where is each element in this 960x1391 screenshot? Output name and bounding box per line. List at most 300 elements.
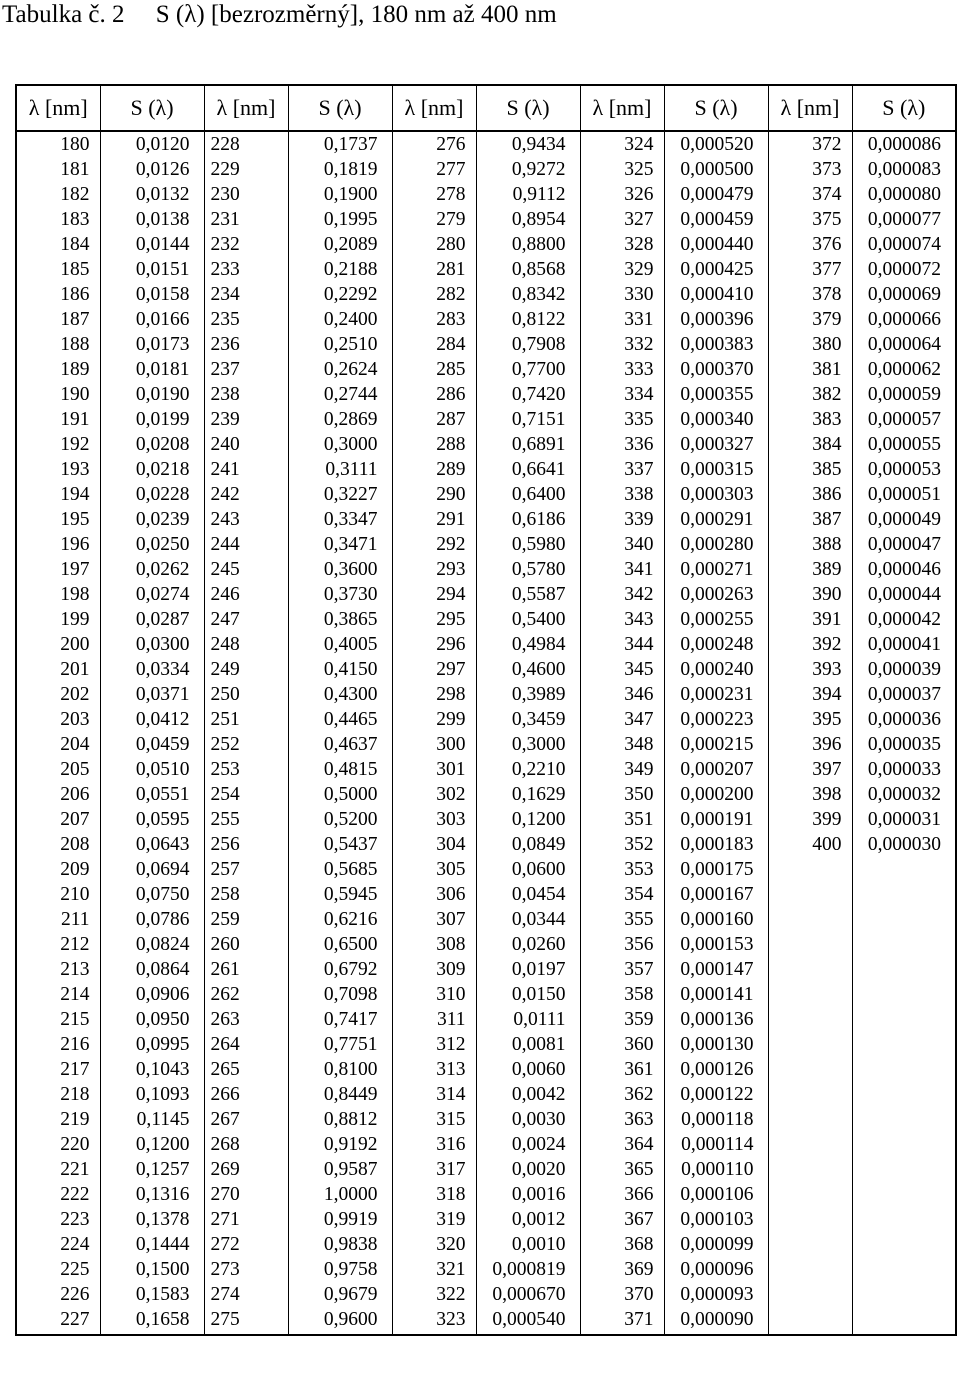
s-lambda-cell: [852, 882, 956, 907]
table-row: [16, 1257, 956, 1282]
wavelength-cell: 397: [768, 757, 852, 782]
wavelength-cell: 242: [204, 482, 288, 507]
s-lambda-cell: 0,5400: [476, 607, 580, 632]
s-lambda-cell: 0,000327: [664, 432, 768, 457]
s-lambda-cell: 0,0459: [100, 732, 204, 757]
s-lambda-cell: 0,000240: [664, 657, 768, 682]
header-row: [16, 85, 956, 131]
wavelength-cell: 186: [16, 282, 100, 307]
wavelength-cell: 211: [16, 907, 100, 932]
wavelength-cell: 201: [16, 657, 100, 682]
wavelength-cell: 297: [392, 657, 476, 682]
s-lambda-cell: 0,0166: [100, 307, 204, 332]
s-lambda-cell: 0,7417: [288, 1007, 392, 1032]
s-lambda-cell: 0,000122: [664, 1082, 768, 1107]
wavelength-cell: [768, 1132, 852, 1157]
table-row: [16, 882, 956, 907]
wavelength-cell: 234: [204, 282, 288, 307]
wavelength-cell: 243: [204, 507, 288, 532]
wavelength-cell: 203: [16, 707, 100, 732]
s-lambda-cell: 0,8954: [476, 207, 580, 232]
wavelength-cell: 237: [204, 357, 288, 382]
wavelength-cell: 357: [580, 957, 664, 982]
s-lambda-cell: 0,7700: [476, 357, 580, 382]
wavelength-cell: [768, 1207, 852, 1232]
s-lambda-cell: 1,0000: [288, 1182, 392, 1207]
table-row: [16, 1082, 956, 1107]
s-lambda-cell: 0,3730: [288, 582, 392, 607]
s-lambda-cell: 0,3227: [288, 482, 392, 507]
wavelength-cell: 307: [392, 907, 476, 932]
wavelength-cell: 257: [204, 857, 288, 882]
s-lambda-cell: 0,0250: [100, 532, 204, 557]
wavelength-cell: 269: [204, 1157, 288, 1182]
s-lambda-cell: 0,0144: [100, 232, 204, 257]
wavelength-cell: 193: [16, 457, 100, 482]
wavelength-cell: 337: [580, 457, 664, 482]
s-lambda-cell: 0,3865: [288, 607, 392, 632]
s-lambda-cell: [852, 1232, 956, 1257]
wavelength-cell: 378: [768, 282, 852, 307]
s-lambda-cell: 0,000540: [476, 1307, 580, 1335]
wavelength-cell: 303: [392, 807, 476, 832]
s-lambda-cell: [852, 1257, 956, 1282]
table-row: [16, 1157, 956, 1182]
s-lambda-cell: 0,000047: [852, 532, 956, 557]
s-lambda-cell: 0,2089: [288, 232, 392, 257]
wavelength-cell: [768, 1232, 852, 1257]
table-row: [16, 907, 956, 932]
wavelength-cell: 184: [16, 232, 100, 257]
s-lambda-cell: 0,000037: [852, 682, 956, 707]
s-lambda-cell: 0,000141: [664, 982, 768, 1007]
s-lambda-cell: 0,8812: [288, 1107, 392, 1132]
wavelength-cell: 207: [16, 807, 100, 832]
table-row: [16, 707, 956, 732]
wavelength-cell: 322: [392, 1282, 476, 1307]
s-lambda-cell: 0,2188: [288, 257, 392, 282]
wavelength-cell: [768, 957, 852, 982]
s-lambda-cell: 0,000093: [664, 1282, 768, 1307]
wavelength-cell: 272: [204, 1232, 288, 1257]
s-lambda-cell: 0,0750: [100, 882, 204, 907]
wavelength-cell: 232: [204, 232, 288, 257]
wavelength-cell: [768, 1057, 852, 1082]
s-lambda-cell: 0,0864: [100, 957, 204, 982]
wavelength-cell: 221: [16, 1157, 100, 1182]
wavelength-cell: 246: [204, 582, 288, 607]
s-lambda-cell: 0,0126: [100, 157, 204, 182]
s-lambda-cell: 0,000280: [664, 532, 768, 557]
s-lambda-cell: 0,000049: [852, 507, 956, 532]
wavelength-cell: 398: [768, 782, 852, 807]
wavelength-cell: 212: [16, 932, 100, 957]
wavelength-cell: 216: [16, 1032, 100, 1057]
wavelength-cell: 342: [580, 582, 664, 607]
wavelength-cell: 339: [580, 507, 664, 532]
table-row: [16, 1132, 956, 1157]
s-lambda-cell: 0,000110: [664, 1157, 768, 1182]
s-lambda-cell: 0,9758: [288, 1257, 392, 1282]
wavelength-cell: 333: [580, 357, 664, 382]
s-lambda-cell: 0,0111: [476, 1007, 580, 1032]
s-lambda-cell: 0,000167: [664, 882, 768, 907]
wavelength-cell: 350: [580, 782, 664, 807]
wavelength-cell: 396: [768, 732, 852, 757]
wavelength-cell: 213: [16, 957, 100, 982]
header-s-lambda: S (λ): [852, 85, 956, 131]
s-lambda-cell: 0,0906: [100, 982, 204, 1007]
table-row: [16, 1282, 956, 1307]
wavelength-cell: 345: [580, 657, 664, 682]
table-row: [16, 582, 956, 607]
s-lambda-cell: 0,0274: [100, 582, 204, 607]
s-lambda-cell: 0,0260: [476, 932, 580, 957]
s-lambda-cell: 0,4984: [476, 632, 580, 657]
s-lambda-cell: 0,000479: [664, 182, 768, 207]
s-lambda-cell: 0,000248: [664, 632, 768, 657]
wavelength-cell: 220: [16, 1132, 100, 1157]
s-lambda-cell: 0,000083: [852, 157, 956, 182]
table-title: Tabulka č. 2 S (λ) [bezrozměrný], 180 nm až 400 nm: [2, 1, 557, 28]
table-row: [16, 357, 956, 382]
s-lambda-cell: 0,000396: [664, 307, 768, 332]
s-lambda-cell: 0,000066: [852, 307, 956, 332]
s-lambda-cell: 0,0158: [100, 282, 204, 307]
s-lambda-cell: 0,9919: [288, 1207, 392, 1232]
s-lambda-cell: 0,000033: [852, 757, 956, 782]
s-lambda-cell: 0,000072: [852, 257, 956, 282]
wavelength-cell: 181: [16, 157, 100, 182]
s-lambda-cell: 0,0016: [476, 1182, 580, 1207]
s-lambda-cell: 0,1316: [100, 1182, 204, 1207]
s-lambda-cell: 0,000030: [852, 832, 956, 857]
s-lambda-cell: 0,0199: [100, 407, 204, 432]
table-row: [16, 1007, 956, 1032]
wavelength-cell: 392: [768, 632, 852, 657]
wavelength-cell: 400: [768, 832, 852, 857]
wavelength-cell: 394: [768, 682, 852, 707]
wavelength-cell: 382: [768, 382, 852, 407]
table-row: [16, 382, 956, 407]
header-wavelength: λ [nm]: [580, 85, 664, 131]
wavelength-cell: [768, 1157, 852, 1182]
s-lambda-cell: 0,2400: [288, 307, 392, 332]
wavelength-cell: 218: [16, 1082, 100, 1107]
wavelength-cell: 210: [16, 882, 100, 907]
table-row: [16, 1107, 956, 1132]
wavelength-cell: 379: [768, 307, 852, 332]
wavelength-cell: 328: [580, 232, 664, 257]
wavelength-cell: 355: [580, 907, 664, 932]
s-lambda-cell: 0,0334: [100, 657, 204, 682]
wavelength-cell: 367: [580, 1207, 664, 1232]
wavelength-cell: 380: [768, 332, 852, 357]
s-lambda-cell: 0,9838: [288, 1232, 392, 1257]
wavelength-cell: 274: [204, 1282, 288, 1307]
wavelength-cell: 248: [204, 632, 288, 657]
wavelength-cell: 279: [392, 207, 476, 232]
wavelength-cell: 281: [392, 257, 476, 282]
wavelength-cell: 353: [580, 857, 664, 882]
s-lambda-cell: [852, 1057, 956, 1082]
s-lambda-cell: [852, 1157, 956, 1182]
wavelength-cell: 249: [204, 657, 288, 682]
wavelength-cell: 197: [16, 557, 100, 582]
table-row: [16, 832, 956, 857]
wavelength-cell: 365: [580, 1157, 664, 1182]
s-lambda-cell: 0,1629: [476, 782, 580, 807]
wavelength-cell: 268: [204, 1132, 288, 1157]
wavelength-cell: 253: [204, 757, 288, 782]
s-lambda-cell: 0,0081: [476, 1032, 580, 1057]
header-wavelength: λ [nm]: [768, 85, 852, 131]
s-lambda-cell: 0,000118: [664, 1107, 768, 1132]
wavelength-cell: 335: [580, 407, 664, 432]
wavelength-cell: 236: [204, 332, 288, 357]
s-lambda-cell: 0,000077: [852, 207, 956, 232]
wavelength-cell: 259: [204, 907, 288, 932]
wavelength-cell: 230: [204, 182, 288, 207]
s-lambda-cell: 0,3000: [476, 732, 580, 757]
wavelength-cell: 366: [580, 1182, 664, 1207]
s-lambda-cell: 0,9272: [476, 157, 580, 182]
wavelength-cell: 276: [392, 131, 476, 157]
wavelength-cell: 262: [204, 982, 288, 1007]
wavelength-cell: 310: [392, 982, 476, 1007]
s-lambda-cell: 0,9679: [288, 1282, 392, 1307]
s-lambda-cell: 0,9587: [288, 1157, 392, 1182]
header-s-lambda: S (λ): [100, 85, 204, 131]
table-row: [16, 432, 956, 457]
table-row: [16, 307, 956, 332]
s-lambda-cell: 0,000819: [476, 1257, 580, 1282]
wavelength-cell: [768, 907, 852, 932]
s-lambda-cell: 0,9600: [288, 1307, 392, 1335]
s-lambda-cell: 0,6400: [476, 482, 580, 507]
wavelength-cell: 399: [768, 807, 852, 832]
wavelength-cell: 334: [580, 382, 664, 407]
s-lambda-cell: 0,000500: [664, 157, 768, 182]
s-lambda-cell: 0,0995: [100, 1032, 204, 1057]
s-lambda-cell: 0,3000: [288, 432, 392, 457]
wavelength-cell: 300: [392, 732, 476, 757]
s-lambda-cell: 0,7420: [476, 382, 580, 407]
s-lambda-cell: 0,000370: [664, 357, 768, 382]
table-row: [16, 232, 956, 257]
wavelength-cell: [768, 1107, 852, 1132]
wavelength-cell: 278: [392, 182, 476, 207]
table-row: [16, 982, 956, 1007]
wavelength-cell: 291: [392, 507, 476, 532]
wavelength-cell: 217: [16, 1057, 100, 1082]
s-lambda-cell: [852, 1007, 956, 1032]
wavelength-cell: 368: [580, 1232, 664, 1257]
wavelength-cell: 180: [16, 131, 100, 157]
s-lambda-cell: 0,000410: [664, 282, 768, 307]
s-lambda-cell: 0,1378: [100, 1207, 204, 1232]
wavelength-cell: 245: [204, 557, 288, 582]
wavelength-cell: 260: [204, 932, 288, 957]
wavelength-cell: 361: [580, 1057, 664, 1082]
s-lambda-cell: 0,000147: [664, 957, 768, 982]
table-row: [16, 1032, 956, 1057]
s-lambda-cell: 0,8342: [476, 282, 580, 307]
wavelength-cell: 308: [392, 932, 476, 957]
s-lambda-cell: [852, 1207, 956, 1232]
wavelength-cell: 389: [768, 557, 852, 582]
wavelength-cell: 358: [580, 982, 664, 1007]
s-lambda-cell: 0,000062: [852, 357, 956, 382]
s-lambda-cell: 0,000231: [664, 682, 768, 707]
s-lambda-cell: 0,1658: [100, 1307, 204, 1335]
wavelength-cell: 258: [204, 882, 288, 907]
s-lambda-cell: 0,000051: [852, 482, 956, 507]
s-lambda-cell: 0,0300: [100, 632, 204, 657]
table-row: [16, 407, 956, 432]
table-row: [16, 207, 956, 232]
s-lambda-cell: 0,0218: [100, 457, 204, 482]
s-lambda-cell: 0,7908: [476, 332, 580, 357]
s-lambda-cell: 0,000130: [664, 1032, 768, 1057]
wavelength-cell: 239: [204, 407, 288, 432]
table-row: [16, 332, 956, 357]
s-lambda-cell: [852, 857, 956, 882]
s-lambda-cell: 0,0151: [100, 257, 204, 282]
wavelength-cell: 264: [204, 1032, 288, 1057]
s-lambda-cell: 0,0412: [100, 707, 204, 732]
wavelength-cell: 188: [16, 332, 100, 357]
wavelength-cell: 292: [392, 532, 476, 557]
s-lambda-cell: 0,000035: [852, 732, 956, 757]
wavelength-cell: 192: [16, 432, 100, 457]
wavelength-cell: 277: [392, 157, 476, 182]
s-lambda-cell: 0,0344: [476, 907, 580, 932]
table-row: [16, 1232, 956, 1257]
wavelength-cell: 295: [392, 607, 476, 632]
s-lambda-cell: 0,5200: [288, 807, 392, 832]
wavelength-cell: 348: [580, 732, 664, 757]
s-lambda-cell: 0,2869: [288, 407, 392, 432]
table-row: [16, 532, 956, 557]
s-lambda-cell: 0,000039: [852, 657, 956, 682]
wavelength-cell: 388: [768, 532, 852, 557]
wavelength-cell: 393: [768, 657, 852, 682]
wavelength-cell: 288: [392, 432, 476, 457]
s-lambda-cell: 0,3111: [288, 457, 392, 482]
wavelength-cell: 263: [204, 1007, 288, 1032]
wavelength-cell: 287: [392, 407, 476, 432]
s-lambda-cell: 0,000042: [852, 607, 956, 632]
s-lambda-cell: 0,0551: [100, 782, 204, 807]
s-lambda-cell: 0,4150: [288, 657, 392, 682]
wavelength-cell: 187: [16, 307, 100, 332]
wavelength-cell: 372: [768, 131, 852, 157]
wavelength-cell: 294: [392, 582, 476, 607]
s-lambda-cell: 0,6792: [288, 957, 392, 982]
wavelength-cell: 319: [392, 1207, 476, 1232]
s-lambda-cell: 0,000383: [664, 332, 768, 357]
wavelength-cell: 320: [392, 1232, 476, 1257]
table-row: [16, 1207, 956, 1232]
wavelength-cell: [768, 1032, 852, 1057]
wavelength-cell: 381: [768, 357, 852, 382]
s-lambda-cell: 0,0600: [476, 857, 580, 882]
table-row: [16, 782, 956, 807]
wavelength-cell: 385: [768, 457, 852, 482]
s-lambda-cell: 0,0197: [476, 957, 580, 982]
s-lambda-cell: 0,0024: [476, 1132, 580, 1157]
wavelength-cell: 226: [16, 1282, 100, 1307]
wavelength-cell: 286: [392, 382, 476, 407]
s-lambda-cell: 0,000670: [476, 1282, 580, 1307]
wavelength-cell: 273: [204, 1257, 288, 1282]
s-lambda-cell: 0,000041: [852, 632, 956, 657]
s-lambda-cell: [852, 1182, 956, 1207]
s-lambda-cell: 0,0030: [476, 1107, 580, 1132]
s-lambda-cell: [852, 1307, 956, 1335]
s-lambda-cell: 0,3471: [288, 532, 392, 557]
s-lambda-cell: 0,000355: [664, 382, 768, 407]
s-lambda-cell: 0,0694: [100, 857, 204, 882]
table-row: [16, 682, 956, 707]
wavelength-cell: 282: [392, 282, 476, 307]
s-lambda-cell: 0,000223: [664, 707, 768, 732]
wavelength-cell: 369: [580, 1257, 664, 1282]
s-lambda-cell: [852, 982, 956, 1007]
s-lambda-cell: 0,000106: [664, 1182, 768, 1207]
wavelength-cell: 196: [16, 532, 100, 557]
wavelength-cell: 386: [768, 482, 852, 507]
s-lambda-cell: 0,0239: [100, 507, 204, 532]
wavelength-cell: 299: [392, 707, 476, 732]
s-lambda-cell: 0,000080: [852, 182, 956, 207]
s-lambda-cell: 0,8800: [476, 232, 580, 257]
wavelength-cell: 205: [16, 757, 100, 782]
s-lambda-cell: 0,1500: [100, 1257, 204, 1282]
table-row: [16, 157, 956, 182]
s-lambda-cell: 0,000055: [852, 432, 956, 457]
s-lambda-cell: 0,000096: [664, 1257, 768, 1282]
s-lambda-cell: 0,000207: [664, 757, 768, 782]
wavelength-cell: 256: [204, 832, 288, 857]
spectral-weighting-table: [15, 84, 957, 1336]
wavelength-cell: 247: [204, 607, 288, 632]
s-lambda-cell: 0,000160: [664, 907, 768, 932]
wavelength-cell: [768, 857, 852, 882]
table-body: [16, 131, 956, 1335]
s-lambda-cell: 0,0262: [100, 557, 204, 582]
wavelength-cell: 352: [580, 832, 664, 857]
s-lambda-cell: 0,000069: [852, 282, 956, 307]
wavelength-cell: 312: [392, 1032, 476, 1057]
s-lambda-cell: 0,2292: [288, 282, 392, 307]
wavelength-cell: 338: [580, 482, 664, 507]
s-lambda-cell: 0,000459: [664, 207, 768, 232]
table-row: [16, 607, 956, 632]
s-lambda-cell: 0,000315: [664, 457, 768, 482]
s-lambda-cell: 0,1737: [288, 131, 392, 157]
s-lambda-cell: 0,6500: [288, 932, 392, 957]
wavelength-cell: 204: [16, 732, 100, 757]
wavelength-cell: 376: [768, 232, 852, 257]
s-lambda-cell: 0,000046: [852, 557, 956, 582]
s-lambda-cell: 0,8568: [476, 257, 580, 282]
wavelength-cell: 327: [580, 207, 664, 232]
wavelength-cell: 265: [204, 1057, 288, 1082]
s-lambda-cell: 0,5000: [288, 782, 392, 807]
s-lambda-cell: 0,0208: [100, 432, 204, 457]
